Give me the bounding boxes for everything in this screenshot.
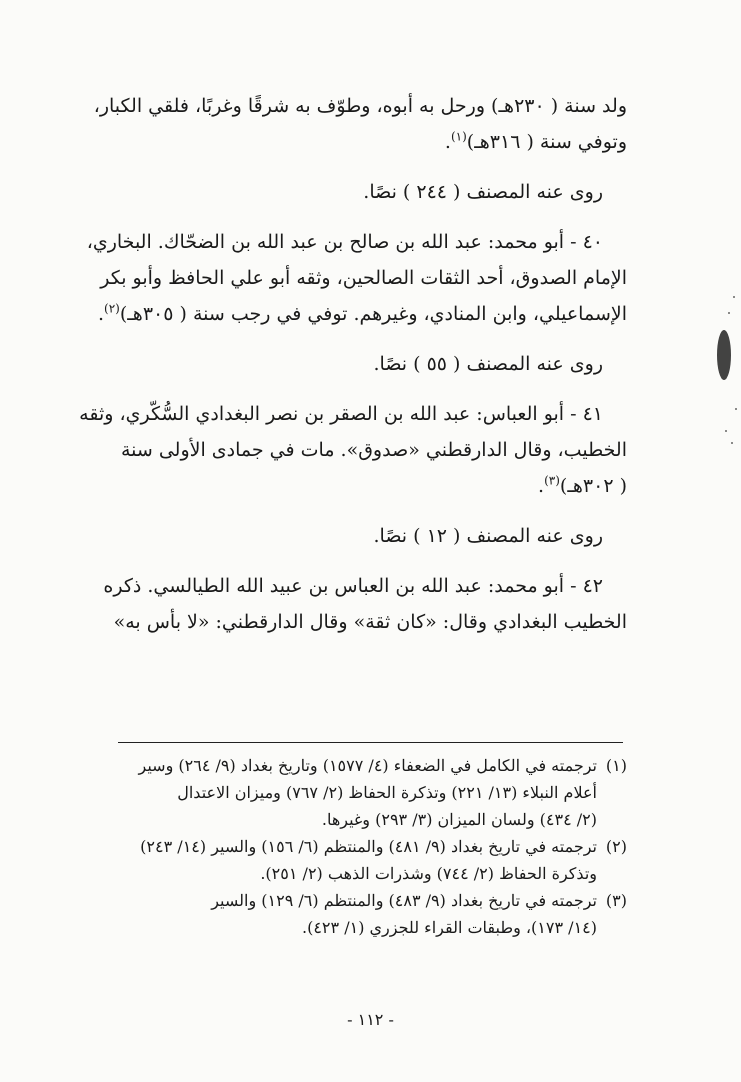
text-line: وتوفي سنة ( ٣١٦هـ) (466, 131, 627, 153)
text-line: ٤٢ - أبو محمد: عبد الله بن العباس بن عبيد الله الطيالسي. ذكره (103, 575, 603, 597)
narration-count (52, 518, 627, 554)
footnote-ref[interactable]: (٣) (544, 473, 560, 488)
footnote-line: ترجمته في تاريخ بغداد (٩/ ٤٨٣) والمنتظم (٦/ ١٢٩) والسير (211, 891, 597, 910)
footnote-line: (٢/ ٤٣٤) ولسان الميزان (٣/ ٢٩٣) وغيرها. (321, 810, 597, 829)
text-line: الإسماعيلي، وابن المنادي، وغيرهم. توفي في رجب سنة ( ٣٠٥هـ) (119, 303, 627, 325)
text-line: ٤١ - أبو العباس: عبد الله بن الصقر بن نصر البغدادي السُّكّري، وثقه (79, 403, 603, 425)
text-line: ٤٠ - أبو محمد: عبد الله بن صالح بن عبد الله بن الضحّاك. البخاري، (86, 231, 603, 253)
text-line: الخطيب، وقال الدارقطني «صدوق». مات في جمادى الأولى سنة (120, 439, 627, 461)
page-number: - ١١٢ - (347, 1010, 394, 1029)
scan-specks (717, 290, 739, 450)
footnote-line: ترجمته في تاريخ بغداد (٩/ ٤٨١) والمنتظم (٦/ ١٥٦) والسير (١٤/ ٢٤٣) (140, 837, 597, 856)
footnote-line: (١٤/ ١٧٣)، وطبقات القراء للجزري (١/ ٤٢٣). (302, 918, 597, 937)
footnote-ref[interactable]: (١) (450, 129, 467, 144)
text-line: الإمام الصدوق، أحد الثقات الصالحين، وثقه أبو علي الحافظ وأبو بكر (100, 267, 627, 289)
text-line: روى عنه المصنف ( ٥٥ ) نصًا. (373, 353, 603, 375)
footnote-separator (118, 742, 623, 743)
footnote-line: ترجمته في الكامل في الضعفاء (٤/ ١٥٧٧) وتاريخ بغداد (٩/ ٢٦٤) وسير (138, 756, 597, 775)
footnote-number: (١) (605, 756, 627, 775)
footnote-ref[interactable]: (٢) (104, 301, 120, 316)
text-line: ولد سنة ( ٢٣٠هـ) ورحل به أبوه، وطوّف به شرقًا وغربًا، فلقي الكبار، (93, 95, 627, 117)
entry-41: ٤١ - أبو العباس: عبد الله بن الصقر بن نصر البغدادي السُّكّري، وثقه الخطيب، وقال الدارقطني «صدوق». مات في جمادى الأولى سنة ( ٣٠٢هـ)$^{(٣)}$. (79, 403, 627, 497)
text-line: الخطيب البغدادي وقال: «كان ثقة» وقال الدارقطني: «لا بأس به» (113, 611, 627, 633)
main-text (52, 88, 627, 654)
narration-count (52, 174, 627, 210)
text-line: روى عنه المصنف ( ١٢ ) نصًا. (373, 525, 603, 547)
footnote-line: أعلام النبلاء (١٣/ ٢٢١) وتذكرة الحفاظ (٢/ ٧٦٧) وميزان الاعتدال (177, 783, 597, 802)
footnote-line: وتذكرة الحفاظ (٢/ ٧٤٤) وشذرات الذهب (٢/ ٢٥١). (260, 864, 597, 883)
footnote-number: (٣) (605, 891, 627, 910)
footnote-2 (52, 833, 627, 887)
narration-count (52, 346, 627, 382)
text-line: ( ٣٠٢هـ) (559, 475, 627, 497)
footnote-number: (٢) (605, 837, 627, 856)
footnote-1 (52, 752, 627, 833)
paragraph-birth-death: ولد سنة ( ٢٣٠هـ) ورحل به أبوه، وطوّف به شرقًا وغربًا، فلقي الكبار، وتوفي سنة ( ٣١٦هـ)$^{(١)}$. (93, 95, 627, 153)
footnote-3 (52, 887, 627, 941)
text-line: روى عنه المصنف ( ٢٤٤ ) نصًا. (363, 181, 603, 203)
entry-40: ٤٠ - أبو محمد: عبد الله بن صالح بن عبد الله بن الضحّاك. البخاري، الإمام الصدوق، أحد الثقات الصالحين، وثقه أبو علي الحافظ وأبو بكر الإسماعيلي، وابن المنادي، وغيرهم. توفي في رجب سنة ( ٣٠٥هـ)$^{(٢)}$. (86, 231, 627, 325)
footnotes (52, 752, 627, 941)
entry-42 (52, 568, 627, 640)
